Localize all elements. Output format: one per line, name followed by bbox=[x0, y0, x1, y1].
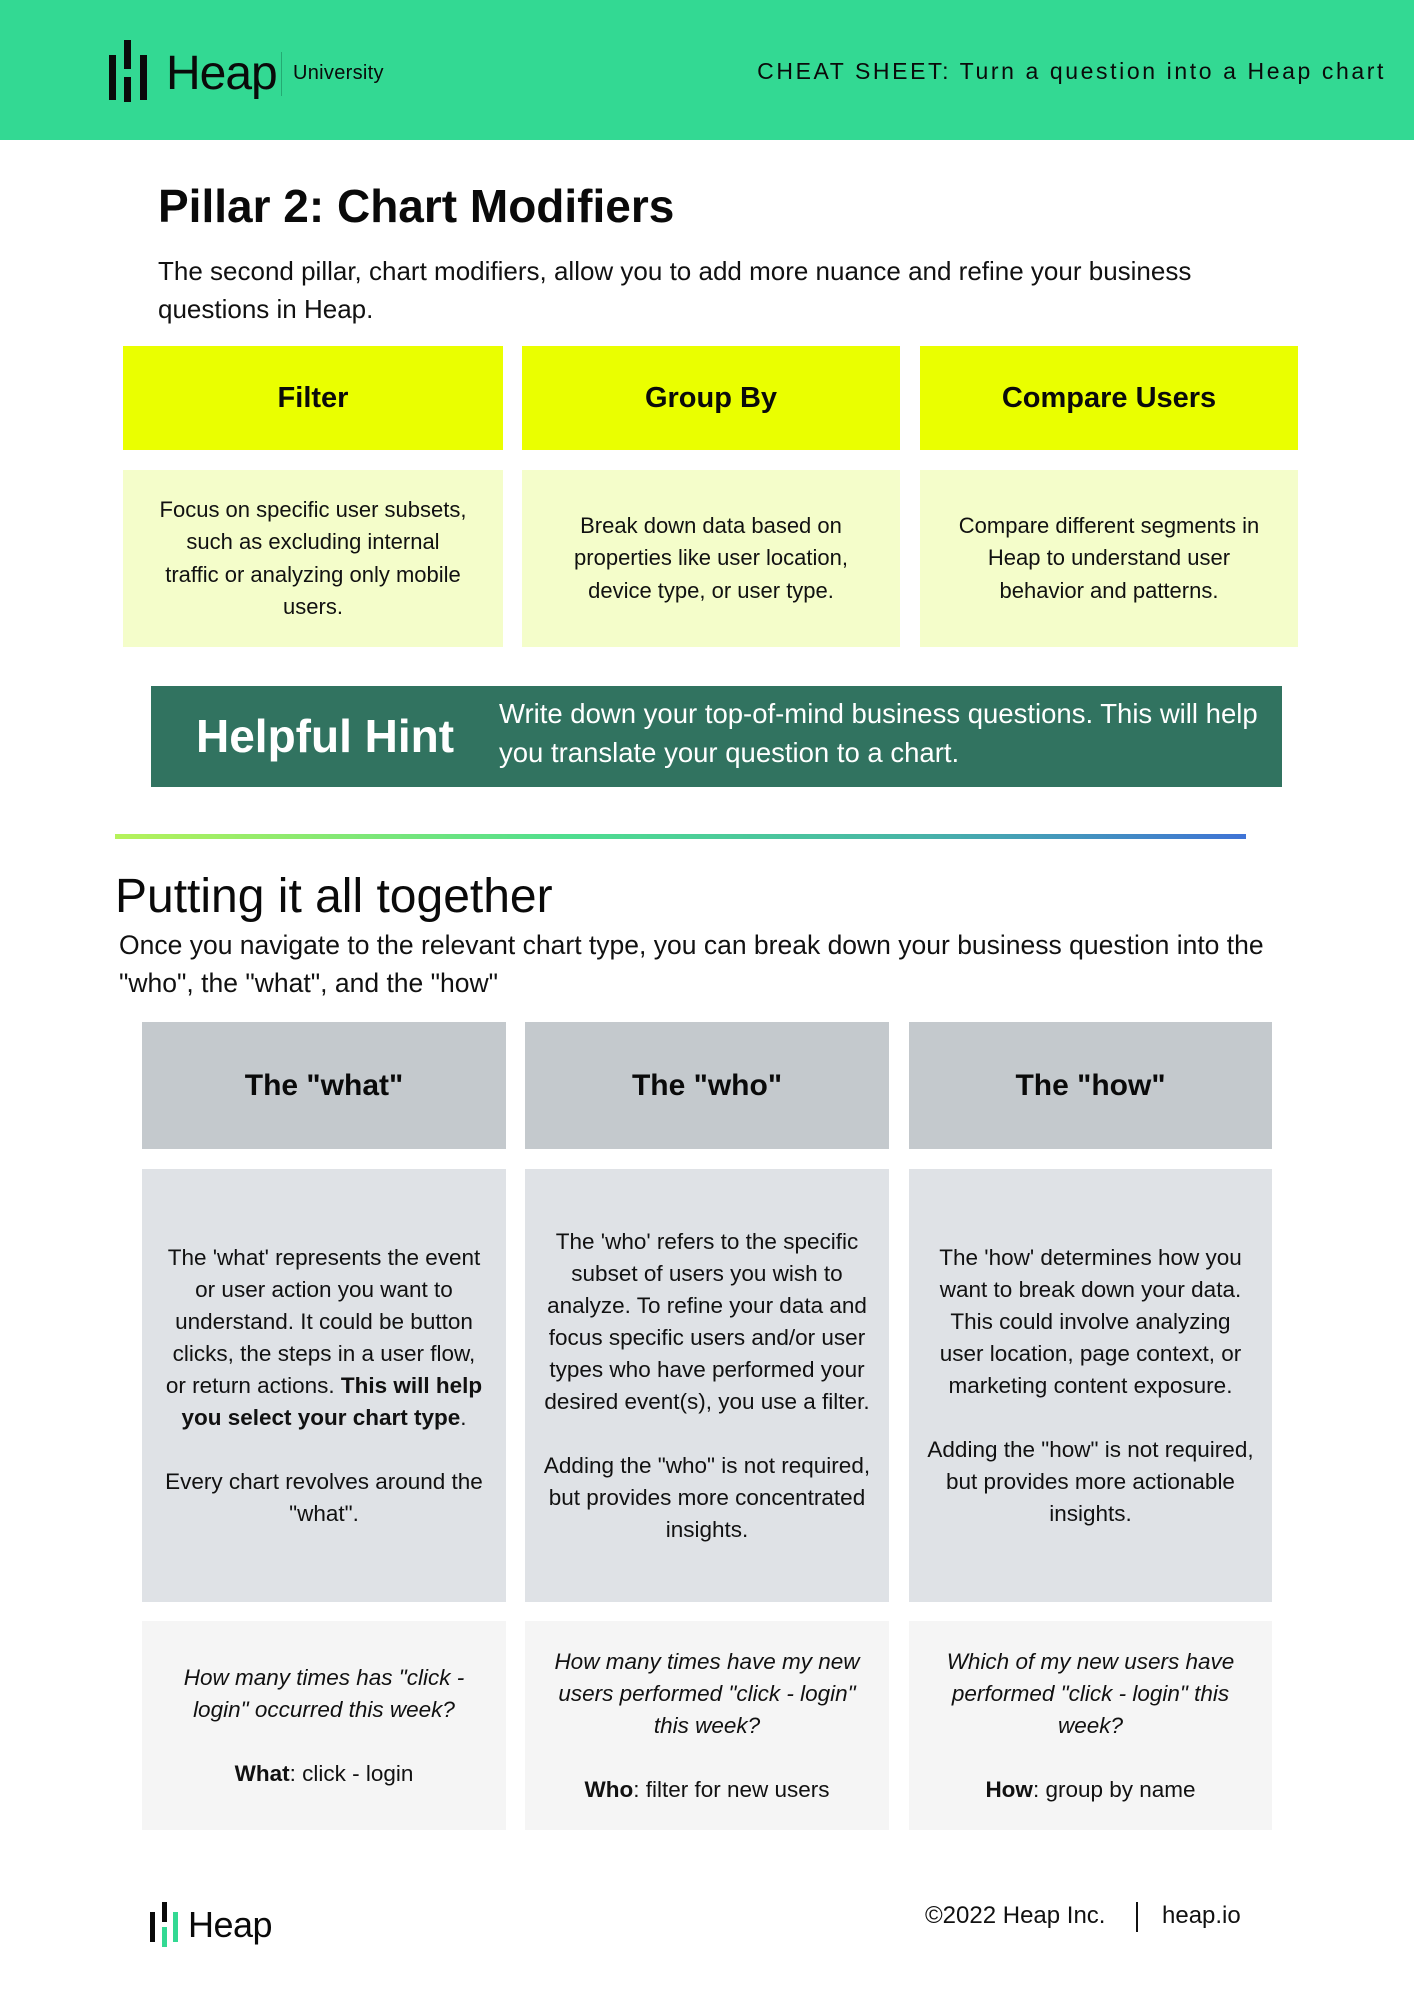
example-question: Which of my new users have performed "click - login" this week? bbox=[946, 1648, 1235, 1738]
brand-name: Heap bbox=[166, 47, 277, 100]
hint-label: Helpful Hint bbox=[196, 710, 455, 762]
example-question: How many times have my new users performed "click - login" this week? bbox=[554, 1648, 860, 1738]
modifier-card-compare-users bbox=[920, 346, 1298, 647]
helpful-hint-box bbox=[151, 686, 1282, 787]
section-title: Putting it all together bbox=[115, 870, 553, 923]
body-text: The 'what' represents the event or user action you want to understand. It could be button clicks, the steps in a user flow, or return actions. bbox=[165, 1244, 481, 1398]
body-note: Adding the "who" is not required, but provides more concentrated insights. bbox=[543, 1452, 871, 1542]
column-body bbox=[525, 1169, 889, 1602]
example-answer bbox=[235, 1758, 414, 1790]
example-label: What bbox=[234, 1760, 290, 1786]
column-what bbox=[142, 1022, 506, 1830]
modifier-card-filter bbox=[123, 346, 503, 647]
column-title: The "what" bbox=[142, 1022, 506, 1149]
sub-brand: University bbox=[293, 62, 384, 84]
column-example bbox=[142, 1621, 506, 1830]
footer-copyright: ©2022 Heap Inc. bbox=[925, 1902, 1106, 1929]
footer-brand: Heap bbox=[188, 1904, 273, 1945]
pillar-description: The second pillar, chart modifiers, allow you to add more nuance and refine your business questions in Heap. bbox=[158, 256, 1192, 324]
modifier-title: Filter bbox=[123, 346, 503, 450]
example-answer bbox=[985, 1774, 1195, 1806]
body-emphasis: This will help you select your chart type bbox=[181, 1372, 483, 1430]
example-answer bbox=[584, 1774, 829, 1806]
body-note: Every chart revolves around the "what". bbox=[165, 1468, 483, 1526]
modifier-card-group-by bbox=[522, 346, 900, 647]
body-text-end: . bbox=[460, 1404, 467, 1430]
modifier-description: Break down data based on properties like user location, device type, or user type. bbox=[522, 470, 900, 647]
body-note: Adding the "how" is not required, but provides more actionable insights. bbox=[927, 1436, 1254, 1526]
modifier-description: Compare different segments in Heap to understand user behavior and patterns. bbox=[920, 470, 1298, 647]
body-text: The 'who' refers to the specific subset of users you wish to analyze. To refine your data and focus specific users and/or user types who have performed your desired event(s), you use a filter. bbox=[544, 1228, 870, 1414]
column-example bbox=[909, 1621, 1272, 1830]
example-value: : filter for new users bbox=[633, 1776, 830, 1802]
modifier-title: Group By bbox=[522, 346, 900, 450]
modifier-description: Focus on specific user subsets, such as excluding internal traffic or analyzing only mobile users. bbox=[123, 470, 503, 647]
page-header bbox=[0, 0, 1414, 140]
example-label: Who bbox=[584, 1776, 634, 1802]
footer-website-link[interactable]: heap.io bbox=[1162, 1902, 1241, 1929]
footer-separator bbox=[1136, 1902, 1138, 1932]
column-who bbox=[525, 1022, 889, 1830]
example-value: : click - login bbox=[289, 1760, 414, 1786]
column-example bbox=[525, 1621, 889, 1830]
body-text: The 'how' determines how you want to break down your data. This could involve analyzing user location, page context, or marketing content exposure. bbox=[939, 1244, 1242, 1398]
column-body bbox=[142, 1169, 506, 1602]
modifier-title: Compare Users bbox=[920, 346, 1298, 450]
example-label: How bbox=[985, 1776, 1033, 1802]
column-title: The "how" bbox=[909, 1022, 1272, 1149]
hint-text: Write down your top-of-mind business questions. This will help you translate your question to a chart. bbox=[499, 698, 1258, 768]
logo-divider bbox=[281, 52, 282, 96]
column-body bbox=[909, 1169, 1272, 1602]
sheet-title: CHEAT SHEET: Turn a question into a Heap chart bbox=[757, 58, 1386, 84]
section-description: Once you navigate to the relevant chart type, you can break down your business question into the "who", the "what", and the "how" bbox=[119, 930, 1264, 998]
column-title: The "who" bbox=[525, 1022, 889, 1149]
column-how bbox=[909, 1022, 1272, 1830]
section-divider bbox=[115, 834, 1246, 839]
example-value: : group by name bbox=[1032, 1776, 1196, 1802]
pillar-title: Pillar 2: Chart Modifiers bbox=[158, 180, 675, 232]
example-question: How many times has "click - login" occurred this week? bbox=[183, 1664, 465, 1722]
